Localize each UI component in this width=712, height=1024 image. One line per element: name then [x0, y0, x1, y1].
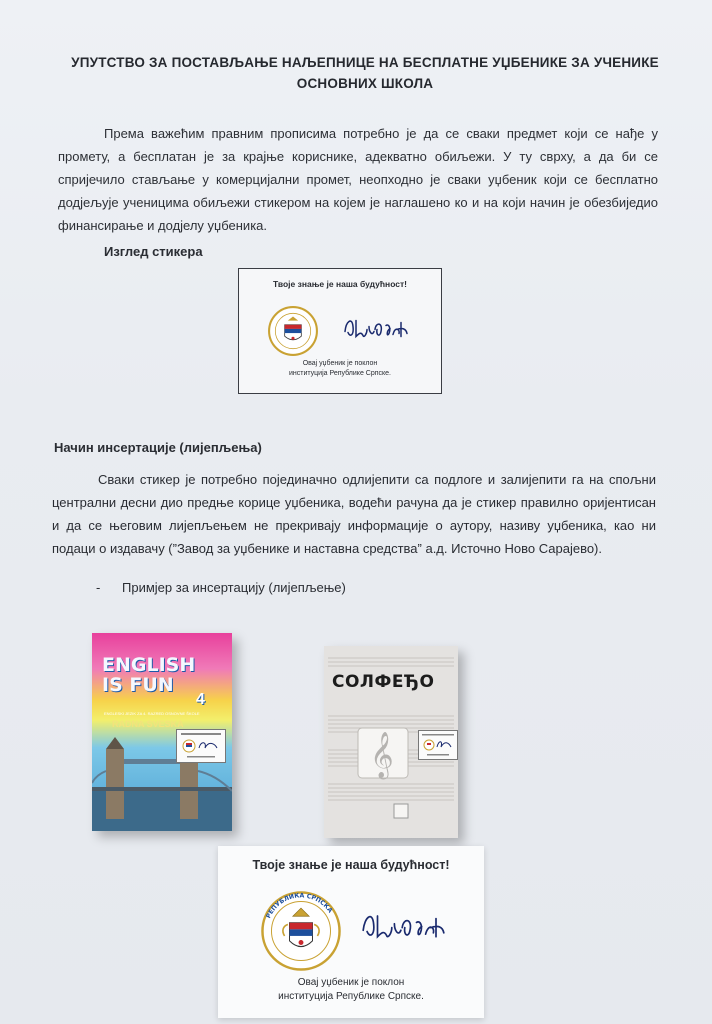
english-book-workbook: RADNA SVESKA [112, 719, 184, 729]
english-book-title [102, 655, 195, 695]
english-book-number: 4 [196, 691, 205, 708]
sticker-large-footer-line2: институција Републике Српске. [278, 991, 424, 1002]
signature-icon [341, 311, 421, 352]
english-book-subtitle: ENGLESKI JEZIK ZA 4. RAZRED OSNOVNE ŠKOLE [104, 711, 200, 716]
sticker-footer-line2: институција Републике Српске. [289, 370, 391, 377]
english-title-line1: ENGLISH [102, 654, 196, 676]
republika-srpska-crest-icon [267, 305, 319, 362]
republika-srpska-crest-large-icon [260, 890, 342, 977]
sticker-slogan: Твоје знање је наша будућност! [273, 279, 407, 289]
intro-paragraph: Према важећим правним прописима потребно је да се сваки предмет који се нађе у промету, а бесплатан је за крајње кориснике, адекватно обиљежи. У ту сврху, а да би се спријечило стављање у комерцијални промет, неопходно је сваки уџбеник који се бесплатно додјељује ученицима обиљежи стикером на којем је наглашено ко и на који начин је обезбиједио финансирање и додјелу уџбеника. [58, 126, 658, 233]
insertion-heading: Начин инсертације (лијепљења) [54, 440, 262, 455]
document-title: УПУТСТВО ЗА ПОСТАВЉАЊЕ НАЉЕПНИЦЕ НА БЕСПЛАТНЕ УЏБЕНИКЕ ЗА УЧЕНИКЕ ОСНОВНИХ ШКОЛА [71, 55, 659, 91]
sticker-large-footer-line1: Овај уџбеник је поклон [297, 977, 405, 988]
sticker-footer [239, 359, 441, 379]
sticker-preview [238, 268, 442, 394]
sticker-large-footer [218, 976, 484, 1004]
solfege-book-title: СОЛФЕЂО [332, 672, 435, 692]
sticker-large [218, 846, 484, 1018]
sticker-large-slogan: Твоје знање је наша будућност! [252, 858, 450, 872]
english-title-line2: IS FUN [102, 674, 174, 696]
sticker-heading: Изглед стикера [104, 244, 203, 259]
sticker-footer-line1: Овај уџбеник је поклон [302, 360, 378, 367]
solfege-book-cover [324, 646, 458, 838]
svg-text:𝄞: 𝄞 [370, 732, 394, 778]
list-dash: - [96, 580, 101, 595]
english-book-cover [92, 633, 232, 831]
insertion-paragraph: Сваки стикер је потребно појединачно одлијепити са подлоге и залијепити га на спољни централни десни дио предње корице уџбеника, водећи рачуна да је стикер правилно оријентисан и да се његовим лијепљењем не прекривају информације о аутору, називу уџбеника, као ни подаци о издавачу (”Завод за уџбенике и наставна средства” а.д. Источно Ново Сарајево). [52, 472, 656, 556]
english-mini-sticker [176, 729, 226, 763]
example-label: Примјер за инсертацију (лијепљење) [122, 580, 346, 595]
crest-seal-text: РЕПУБЛИКА СРПСКА [265, 892, 334, 920]
solfege-mini-sticker [418, 730, 458, 760]
signature-large-icon [358, 902, 462, 957]
example-list-item [96, 580, 346, 595]
